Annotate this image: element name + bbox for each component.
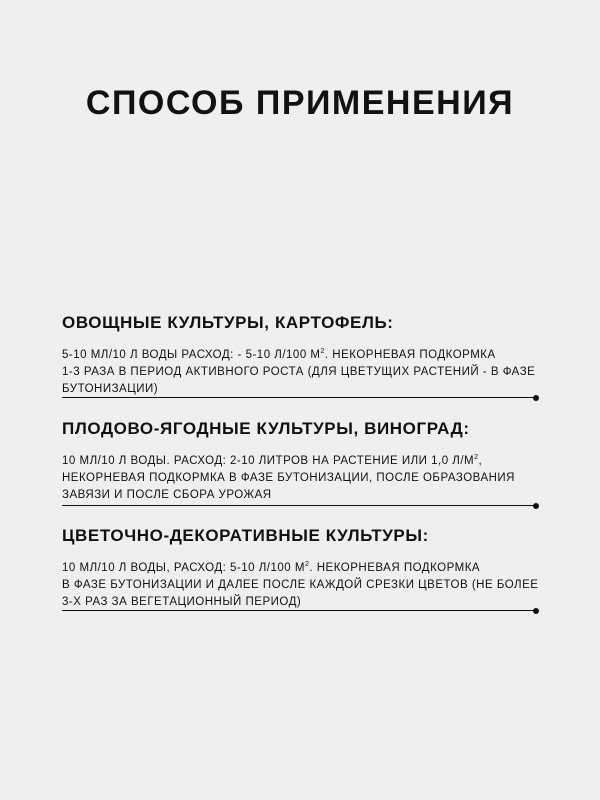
section-fruit-berry bbox=[62, 419, 542, 504]
section-divider bbox=[62, 610, 536, 611]
superscript: 2 bbox=[474, 454, 479, 462]
body-text-continue: , bbox=[478, 455, 483, 467]
body-text-start: 5-10 МЛ/10 Л ВОДЫ РАСХОД: - 5-10 Л/100 М bbox=[62, 349, 321, 361]
section-body bbox=[62, 347, 542, 398]
page-title: СПОСОБ ПРИМЕНЕНИЯ bbox=[85, 84, 515, 122]
body-text-start: 10 МЛ/10 Л ВОДЫ, РАСХОД: 5-10 Л/100 М bbox=[62, 562, 305, 574]
section-divider bbox=[62, 505, 536, 506]
section-body bbox=[62, 453, 542, 504]
section-divider bbox=[62, 397, 536, 398]
body-text-continue: . НЕКОРНЕВАЯ ПОДКОРМКА bbox=[309, 562, 481, 574]
superscript: 2 bbox=[304, 561, 310, 569]
body-text-start: 10 МЛ/10 Л ВОДЫ. РАСХОД: 2-10 ЛИТРОВ НА РАСТЕНИЕ ИЛИ 1,0 Л/М bbox=[62, 455, 475, 467]
body-text-continue: . НЕКОРНЕВАЯ ПОДКОРМКА bbox=[324, 349, 496, 361]
section-decorative bbox=[62, 526, 542, 611]
section-heading: ЦВЕТОЧНО-ДЕКОРАТИВНЫЕ КУЛЬТУРЫ: bbox=[62, 526, 429, 545]
section-heading: ПЛОДОВО-ЯГОДНЫЕ КУЛЬТУРЫ, ВИНОГРАД: bbox=[62, 419, 470, 438]
section-body bbox=[62, 560, 542, 611]
section-vegetables bbox=[62, 313, 542, 398]
superscript: 2 bbox=[320, 348, 325, 356]
body-text-rest: 1-3 РАЗА В ПЕРИОД АКТИВНОГО РОСТА (ДЛЯ ЦВЕТУЩИХ РАСТЕНИЙ - В ФАЗЕ БУТОНИЗАЦИИ) bbox=[62, 366, 536, 395]
body-text-rest: В ФАЗЕ БУТОНИЗАЦИИ И ДАЛЕЕ ПОСЛЕ КАЖДОЙ СРЕЗКИ ЦВЕТОВ (НЕ БОЛЕЕ 3-Х РАЗ ЗА ВЕГЕТАЦИОННЫЙ ПЕРИОД) bbox=[62, 579, 539, 608]
section-heading: ОВОЩНЫЕ КУЛЬТУРЫ, КАРТОФЕЛЬ: bbox=[62, 313, 394, 332]
body-text-rest: НЕКОРНЕВАЯ ПОДКОРМКА В ФАЗЕ БУТОНИЗАЦИИ, ПОСЛЕ ОБРАЗОВАНИЯ ЗАВЯЗИ И ПОСЛЕ СБОРА УРОЖАЯ bbox=[62, 472, 515, 501]
